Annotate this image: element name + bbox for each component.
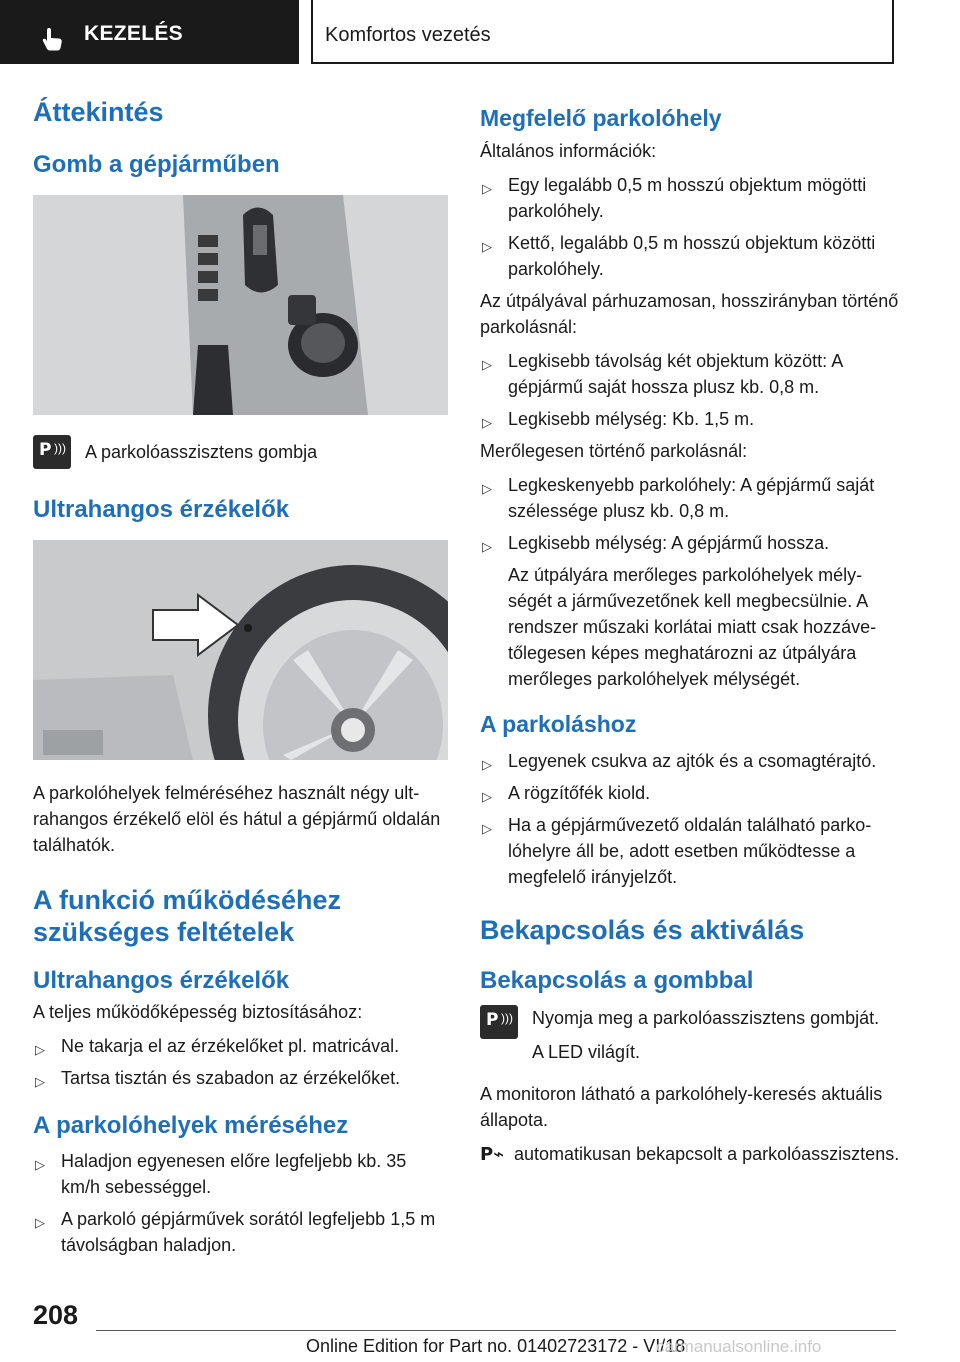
sensors-description: A parkolóhelyek felméréséhez használt négy ultrahangos érzékelő elöl és hátul a gépjármű oldalán találhatók. [33, 783, 441, 855]
section-title: Komfortos vezetés [325, 24, 491, 46]
heading-measuring: A parkolóhelyek méréséhez [33, 1112, 349, 1139]
perpendicular-list [480, 472, 900, 556]
list-item: ▷ A rögzítőfék kiold. [482, 783, 651, 804]
button-caption-row [33, 435, 448, 473]
park-assist-button-icon: P ))) [33, 435, 71, 469]
sensors2-list [33, 1033, 448, 1091]
hand-pointer-icon [40, 26, 66, 57]
parallel-list [480, 348, 900, 432]
press-instruction: Nyomja meg a parkolóasszisztens gombját. [532, 1008, 880, 1028]
edition-info: Online Edition for Part no. 01402723172 - VI/18 [306, 1336, 686, 1356]
chapter-title: KEZELÉS [84, 22, 183, 45]
list-item: ▷ Legkisebb mélység: Kb. 1,5 m. [482, 409, 755, 430]
auto-activated-text: P⌁ automatikusan bekapcsolt a parkolóasszisztens. [480, 1141, 900, 1168]
page-header [0, 0, 960, 68]
general-intro: Általános információk: [480, 141, 657, 161]
section-tab [311, 0, 894, 64]
park-assist-symbol-icon: P⌁ [480, 1144, 505, 1165]
wheel-sensor-photo [33, 540, 448, 760]
perpendicular-note: Az útpályára merőleges parkolóhelyek mélységét a járművezetőnek kell megbecsülnie. A rendszer műszaki korlátai miatt csak hozzávetőlegesen képes meghatározni az útpályára merőleges parkolóhelyek mélységét. [508, 565, 877, 689]
parallel-intro: Az útpályával párhuzamosan, hosszirányban történő parkolásnál: [480, 291, 899, 337]
footer-rule [96, 1330, 896, 1331]
heading-by-button: Bekapcsolás a gombbal [480, 967, 754, 994]
left-column [33, 96, 448, 1264]
list-item: ▷ A parkoló gépjárművek sorától legfeljebb 1,5 m távolságban haladjon. [35, 1209, 436, 1255]
perpendicular-intro: Merőlegesen történő parkolásnál: [480, 441, 748, 461]
heading-conditions: A funkció működéséhez szükséges feltételek [33, 885, 342, 947]
list-item: ▷ Egy legalább 0,5 m hosszú objektum mögötti parkolóhely. [482, 175, 867, 221]
list-item: ▷ Tartsa tisztán és szabadon az érzékelőket. [35, 1068, 401, 1089]
heading-button-in-car: Gomb a gépjárműben [33, 151, 280, 178]
list-item: ▷ Legkisebb távolság két objektum között: A gépjármű saját hossza plusz kb. 0,8 m. [482, 351, 843, 397]
list-item: ▷ Ne takarja el az érzékelőket pl. matricával. [35, 1036, 400, 1057]
sensors2-intro: A teljes működőképesség biztosításához: [33, 1002, 363, 1022]
console-photo [33, 195, 448, 415]
park-assist-button-icon: P ))) [480, 1005, 518, 1039]
parking-list [480, 748, 900, 890]
heading-for-parking: A parkoláshoz [480, 711, 637, 737]
measuring-list [33, 1148, 448, 1258]
list-item: ▷ Kettő, legalább 0,5 m hosszú objektum közötti parkolóhely. [482, 233, 876, 279]
chapter-tab [0, 0, 299, 64]
heading-suitable-space: Megfelelő parkolóhely [480, 105, 722, 131]
heading-ultrasonic-sensors-2: Ultrahangos érzékelők [33, 967, 290, 994]
heading-overview: Áttekintés [33, 97, 164, 127]
list-item: ▷ Legkisebb mélység: A gépjármű hossza. [482, 533, 830, 554]
list-item: ▷ Haladjon egyenesen előre legfeljebb kb. 35 km/h sebességgel. [35, 1151, 407, 1197]
heading-ultrasonic-sensors: Ultrahangos érzékelők [33, 496, 290, 523]
list-item: ▷ Legyenek csukva az ajtók és a csomagtérajtó. [482, 751, 877, 772]
general-list [480, 172, 900, 282]
heading-switch-on: Bekapcsolás és aktiválás [480, 915, 805, 945]
monitor-status-text: A monitoron látható a parkolóhely-keresés aktuális állapota. [480, 1084, 883, 1130]
right-column [480, 104, 900, 1176]
press-button-row [480, 1005, 900, 1073]
led-status: A LED világít. [532, 1042, 641, 1062]
button-caption: A parkolóasszisztens gombja [85, 442, 318, 462]
watermark: carmanualsonline.info [656, 1337, 822, 1356]
list-item: ▷ Ha a gépjárművezető oldalán található parkolóhelyre áll be, adott esetben működtesse a megfelelő irányjelzőt. [482, 815, 872, 887]
page-number: 208 [33, 1300, 79, 1330]
list-item: ▷ Legkeskenyebb parkolóhely: A gépjármű saját szélessége plusz kb. 0,8 m. [482, 475, 875, 521]
